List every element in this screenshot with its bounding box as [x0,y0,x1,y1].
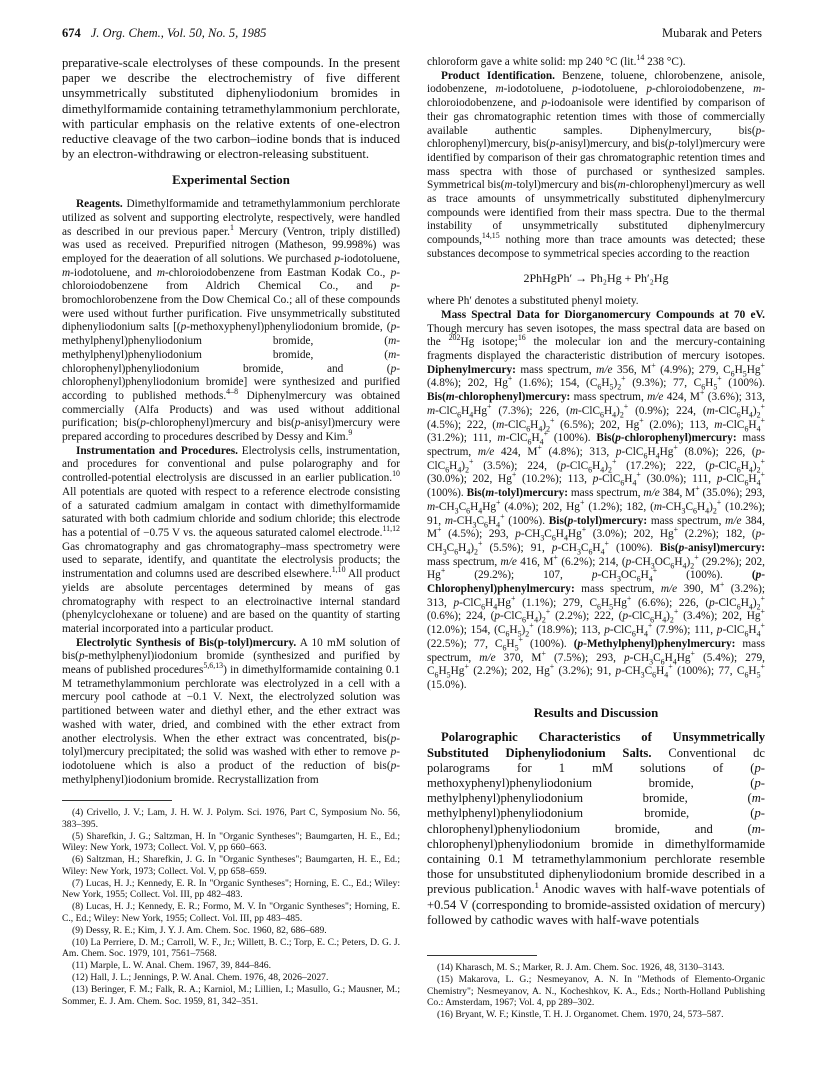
instrumentation-paragraph: Instrumentation and Procedures. Electrolysis cells, instrumentation, and procedures for conventional and pulse polarography and for controlled-potential electrolysis are discussed in an earlier publication.$^{10}$ All potentials are quoted with respect to a reference electrode consisting of a saturated cadmium amalgam in contact with dimethylformamide saturated with both cadmium chloride and sodium chloride; this electrode has a potential of −0.75 V vs. the aqueous saturated calomel electrode.$^{11,12}$ Gas chromatography and gas chromatography–mass spectrometry were used to separate, identify, and quantitate the electrolysis products; the instrumentation and columns used are described elsewhere.$^{1,10}$ All product yields are absolute percentages determined by means of gas chromatography with respect to an electroinactive internal standard (phenylcyclohexane or toluene) and are based on the quantity of starting material incorporated into a particular product. [62,444,400,635]
results-section-title: Results and Discussion [533,705,659,720]
footnote: (4) Crivello, J. V.; Lam, J. H. W. J. Polym. Sci. 1976, Part C, Symposium No. 56, 383–395. [62,807,400,830]
footnote: (13) Beringer, F. M.; Falk, R. A.; Karniol, M.; Lillien, I.; Masullo, G.; Mausner, M.; Sommer, E. J. Am. Chem. Soc. 1959, 81, 342–351. [62,984,400,1007]
footnote: (11) Marple, L. W. Anal. Chem. 1967, 39, 844–846. [72,960,271,971]
footnote: (16) Bryant, W. F.; Kinstle, T. H. J. Organomet. Chem. 1970, 24, 573–587. [437,1009,724,1020]
polarographic-paragraph: Polarographic Characteristics of Unsymmetrically Substituted Diphenyliodonium Salts. Conventional dc polarograms for 1 mM solutions of (p-methoxyphenyl)phenyliodonium bromide, (p-methylphenyl)phenyliodonium bromide, (m-methylphenyl)phenyliodonium bromide, (p-chlorophenyl)phenyliodonium bromide, and (m-chlorophenyl)phenyliodonium bromide in dimethylformamide containing 0.1 M tetramethylammonium perchlorate resemble those for unsubstituted diphenyliodonium bromide described in a previous publication.$^1$ Anodic waves with half-wave potentials of +0.54 V (corresponding to bromide-assisted oxidation of mercury) followed by cathodic waves with half-wave potentials [427,730,766,927]
footnote: (6) Saltzman, H.; Sharefkin, J. G. In "Organic Syntheses"; Baumgarten, H. E., Ed.; Wiley: New York, 1973; Collect. Vol. V, pp 658–659. [62,854,400,877]
footnotes-right [427,955,765,1021]
running-header [62,26,762,46]
journal-citation: J. Org. Chem., Vol. 50, No. 5, 1985 [90,26,267,40]
running-authors: Mubarak and Peters [662,26,762,40]
footnote: (9) Dessy, R. E.; Kim, J. Y. J. Am. Chem. Soc. 1960, 82, 686–689. [72,924,327,936]
footnote: (12) Hall, J. L.; Jennings, P. W. Anal. Chem. 1976, 48, 2026–2027. [72,972,329,983]
disproportionation-equation: 2PhHgPh′ → Ph₂Hg + Ph′₂Hg [523,270,669,285]
product-identification-heading: Product Identification. [441,69,555,82]
intro-paragraph: preparative-scale electrolyses of these compounds. In the present paper we describe the electrochemistry of five different unsymmetrically substituted diphenyliodonium bromides in dimethylformamide containing tetramethylammonium perchlorate, with particular emphasis on the relative extents of one-electron reductive cleavage of the two carbon–iodine bonds that is induced by an electron-withdrawing or electron-releasing substituent. [62,56,400,162]
footnote: (15) Makarova, L. G.; Nesmeyanov, A. N. In "Methods of Elemento-Organic Chemistry"; Nesmeyanov, A. N., Kocheshkov, K. A., Eds.; North-Holland Publishing Co.: Amsterdam, 1967; Vol. 4, pp 289–302. [427,974,765,1008]
electrolytic-synthesis-paragraph: Electrolytic Synthesis of Bis(p-tolyl)mercury. A 10 mM solution of bis(p-methylphenyl)iodonium bromide (synthesized and purified by means of published procedures$^{5,6,13}$) in dimethylformamide containing 0.1 M tetramethylammonium perchlorate was electrolyzed in a cell with a mercury pool cathode at −0.1 V. Next, the electrolyzed solution was partitioned between water and diethyl ether, and the ether extract was washed with water, dried, and combined with the ether extract from another electrolysis. When the ether extract was concentrated, bis(p-tolyl)mercury precipitated; the solid was washed with ether to remove p-iodotoluene which is also a product of the reduction of bis(p-methylphenyl)iodonium bromide. Recrystallization from [62,636,400,786]
footnote: (7) Lucas, H. J.; Kennedy, E. R. In "Organic Syntheses"; Horning, E. C., Ed.; Wiley: New York, 1955; Collect. Vol. III, pp 482–483. [62,877,400,900]
footnote-rule [427,955,537,956]
reagents-paragraph: Reagents. Dimethylformamide and tetramethylammonium perchlorate utilized as solvent and supporting electrolyte, respectively, were handled as described in our previous paper.$^1$ Mercury (Ventron, triply distilled) was used as received. Prepurified nitrogen (Matheson, 99.998%) was employed for the deaeration of all solutions. We purchased p-iodotoluene, m-iodotoluene, and m-chloroiodobenzene from Eastman Kodak Co., p-chloroiodobenzene from Aldrich Chemical Co., and p-bromochlorobenzene from the Dow Chemical Co.; all of these compounds were used without further purification. Five unsymmetrically substituted diphenyliodonium salts [(p-methoxyphenyl)phenyliodonium bromide, (p-methylphenyl)phenyliodonium bromide, (m-methylphenyl)phenyliodonium bromide, (m-chlorophenyl)phenyliodonium bromide, and (p-chlorophenyl)phenyliodonium bromide] were synthesized and purified according to published methods.$^{4-8}$ Diphenylmercury was obtained commercially (Alfa Products) and was used without additional purification; bis(p-chlorophenyl)mercury and bis(p-anisyl)mercury were prepared according to procedures described by Dessy and Kim.$^9$ [62,198,401,444]
mass-spectral-heading: Mass Spectral Data for Diorganomercury Compounds at 70 eV. [441,308,765,321]
mass-spectral-paragraph: Mass Spectral Data for Diorganomercury Compounds at 70 eV. Though mercury has seven isotopes, the mass spectral data are based on the $^{202}$Hg isotope;$^{16}$ the molecular ion and the mercury-containing fragments displayed the characteristic distribution of mercury isotopes. Diphenylmercury: mass spectrum, m/e 356, M+ (4.9%); 279, $C_6H_5Hg^+$ (4.8%); 202, Hg+ (1.6%); 154, $(C_6H_5)_2^+$ (9.3%); 77, $C_6H_5^+$ (100%). Bis(m-chlorophenyl)mercury: mass spectrum, m/e 424, M+ (3.6%); 313, $m-ClC_6H_4Hg^+$ (7.3%); 226, $(m-ClC_6H_4)_2^+$ (0.9%); 224, $(m-ClC_6H_4)_2^+$ (4.5%); 222, $(m-ClC_6H_4)_2^+$ (6.5%); 202, Hg+ (2.0%); 113, $m-ClC_6H_4^+$ (31.2%); 111, $m-ClC_6H_4^+$ (100%). Bis(p-chlorophenyl)mercury: mass spectrum, m/e 424, M+ (4.8%); 313, $p-ClC_6H_4Hg^+$ (8.0%); 226, $(p-ClC_6H_4)_2^+$ (3.5%); 224, $(p-ClC_6H_4)_2^+$ (17.2%); 222, $(p-ClC_6H_4)_2^+$ (30.0%); 202, Hg+ (10.2%); 113, $p-ClC_6H_4^+$ (30.0%); 111, $p-ClC_6H_4^+$ (100%). Bis(m-tolyl)mercury: mass spectrum, m/e 384, M+ (35.0%); 293, $m-CH_3C_6H_4Hg^+$ (4.0%); 202, Hg+ (1.2%); 182, $(m-CH_3C_6H_4)_2^+$ (10.2%); 91, $m-CH_3C_6H_4^+$ (100%). Bis(p-tolyl)mercury: mass spectrum, m/e 384, M+ (4.5%); 293, $p-CH_3C_6H_4Hg^+$ (3.0%); 202, Hg+ (2.2%); 182, $(p-CH_3C_6H_4)_2^+$ (5.5%); 91, $p-CH_3C_6H_4^+$ (100%). Bis(p-anisyl)mercury: mass spectrum, m/e 416, M+ (6.2%); 214, $(p-CH_3OC_6H_4)_2^+$ (29.2%); 202, Hg+ (29.2%); 107, $p-CH_3OC_6H_4^+$ (100%). (p-Chlorophenyl)phenylmercury: mass spectrum, m/e 390, M+ (3.2%); 313, $p-ClC_6H_4Hg^+$ (1.1%); 279, $C_6H_5Hg^+$ (6.6%); 226, $(p-ClC_6H_4)_2^+$ (0.6%); 224, $(p-ClC_6H_4)_2^+$ (2.2%); 222, $(p-ClC_6H_4)_2^+$ (3.4%); 202, Hg+ (12.0%); 154, $(C_6H_5)_2^+$ (18.9%); 113, $p-ClC_6H_4^+$ (7.9%); 111, $p-ClC_6H_4^+$ (22.5%); 77, $C_6H_5^+$ (100%). (p-Methylphenyl)phenylmercury: mass spectrum, m/e 370, M+ (7.5%); 293, $p-CH_3C_6H_4Hg^+$ (5.4%); 279, $C_6H_5Hg^+$ (2.2%); 202, Hg+ (3.2%); 91, $p-CH_3C_6H_4^+$ (100%); 77, $C_6H_5^+$ (15.0%). [427,308,766,691]
footnote-rule [62,800,172,801]
right-column [427,53,766,928]
reagents-heading: Reagents. [76,198,123,211]
footnote: (8) Lucas, H. J.; Kennedy, E. R.; Formo, M. V. In "Organic Syntheses"; Horning, E. C., Ed.; Wiley: New York, 1955; Collect. Vol. III, pp 483–485. [62,901,400,924]
footnote: (10) La Perriere, D. M.; Carroll, W. F., Jr.; Willett, B. C.; Torp, E. C.; Peters, D. G. J. Am. Chem. Soc. 1979, 101, 7561–7568. [62,936,400,959]
instrumentation-heading: Instrumentation and Procedures. [76,444,238,457]
footnote: (14) Kharasch, M. S.; Marker, R. J. Am. Chem. Soc. 1926, 48, 3130–3143. [437,962,725,973]
left-column [62,56,400,787]
polarographic-heading: Polarographic Characteristics of Unsymmetrically Substituted Diphenyliodonium Salts. [427,730,765,760]
experimental-section-title: Experimental Section [172,173,290,188]
recrystallization-continuation: chloroform gave a white solid: mp 240 °C (lit.$^{14}$ 238 °C). [427,53,686,68]
page-number: 674 [62,26,81,40]
footnotes-left [62,800,400,1008]
equation-note: where Ph′ denotes a substituted phenyl moiety. [427,295,639,308]
product-identification-paragraph: Product Identification. Benzene, toluene, chlorobenzene, anisole, iodobenzene, m-iodotoluene, p-iodotoluene, p-chloroiodobenzene, m-chloroiodobenzene, and p-iodoanisole were identified by comparison of their gas chromatographic retention times with those of commercially available authentic samples. Diphenylmercury, bis(p-chlorophenyl)mercury, bis(p-anisyl)mercury, and bis(p-tolyl)mercury were identified by comparison of their gas chromatographic retention times and mass spectra with those of purchased or synthesized samples. Symmetrical bis(m-tolyl)mercury and bis(m-chlorophenyl)mercury as well as trace amounts of unsymmetrically substituted diphenylmercury compounds were identified from their mass spectra. Due to the thermal instability of unsymmetrically substituted diphenylmercury compounds,$^{14,15}$ nothing more than trace amounts was detected; these substances decompose to symmetrical species according to the reaction [427,69,766,260]
footnote: (5) Sharefkin, J. G.; Saltzman, H. In "Organic Syntheses"; Baumgarten, H. E., Ed.; Wiley: New York, 1973; Collect. Vol. V, pp 660–663. [62,830,400,853]
electrolytic-synthesis-heading: Electrolytic Synthesis of Bis(p-tolyl)mercury. [76,636,297,649]
